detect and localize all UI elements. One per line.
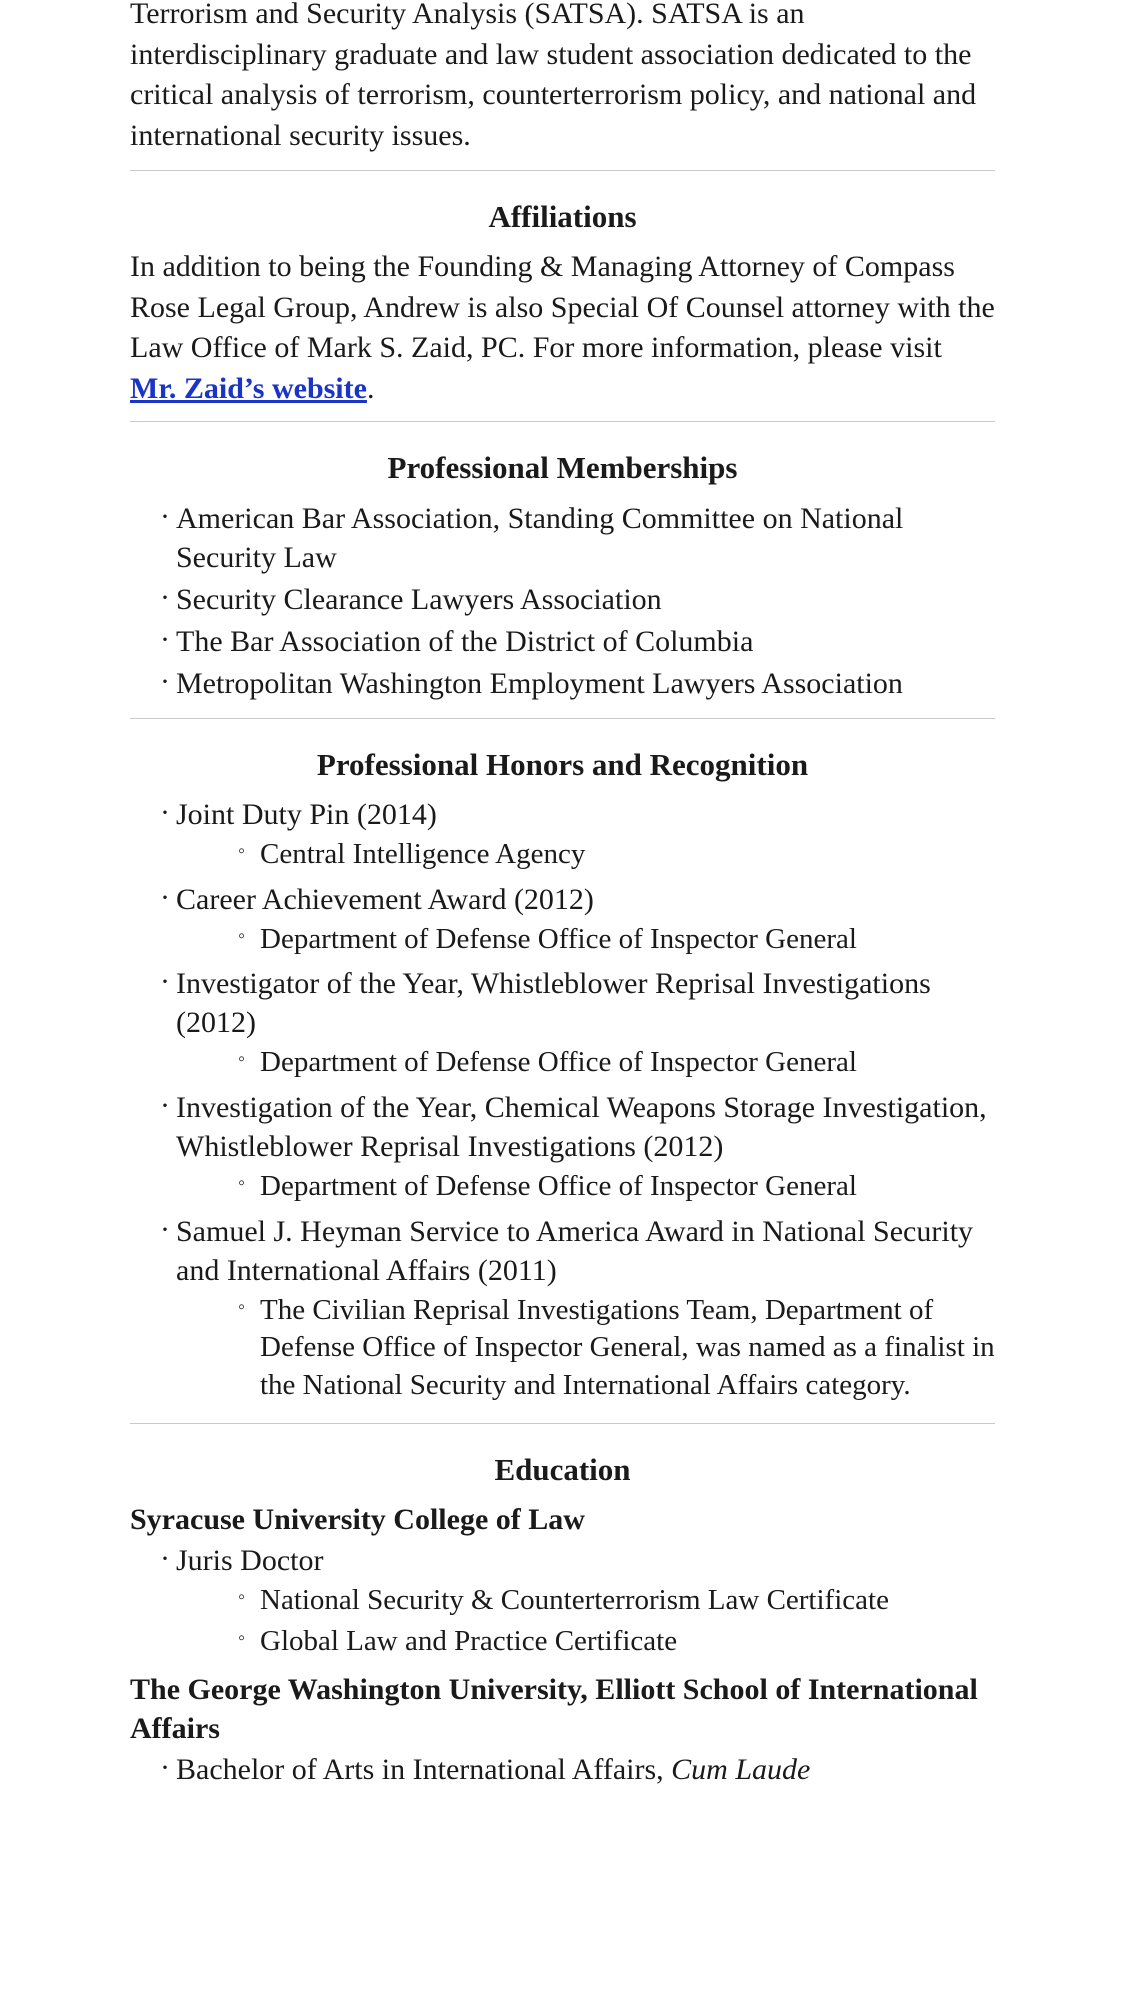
affiliations-body xyxy=(130,247,995,409)
list-item: ◦ Central Intelligence Agency xyxy=(238,836,995,877)
list-item xyxy=(160,964,995,1088)
education-entry xyxy=(130,1670,995,1792)
honors-list xyxy=(130,795,995,1411)
intro-paragraph: Terrorism and Security Analysis (SATSA). SATSA is an interdisciplinary graduate and law student association dedicated to the critical analysis of terrorism, counterterrorism policy, and national and international security issues. xyxy=(130,0,977,152)
honors-section xyxy=(130,719,995,1411)
honors-title: Professional Honors and Recognition xyxy=(316,746,809,782)
school-name: The George Washington University, Elliott School of International Affairs xyxy=(130,1673,978,1746)
honor-sublist xyxy=(176,1168,995,1209)
list-item xyxy=(160,1212,995,1411)
list-item: ◦ Department of Defense Office of Inspector General xyxy=(238,1044,995,1085)
affiliations-section xyxy=(130,171,995,409)
affiliations-title: Affiliations xyxy=(488,199,637,234)
list-item: ◦ Department of Defense Office of Inspector General xyxy=(238,1168,995,1209)
zaid-website-link[interactable]: Mr. Zaid’s website xyxy=(130,371,367,405)
list-item: ◦ Global Law and Practice Certificate xyxy=(238,1623,995,1664)
education-entry xyxy=(130,1500,995,1666)
honor-sublist xyxy=(176,836,995,877)
honor-sublist xyxy=(176,1292,995,1408)
affiliations-text-after: . xyxy=(366,371,375,405)
list-item: ◦ National Security & Counterterrorism Law Certificate xyxy=(238,1582,995,1623)
honor-label: Samuel J. Heyman Service to America Award in National Security and International Affairs (2011) xyxy=(176,1214,974,1287)
honor-sublist xyxy=(176,1044,995,1085)
education-title: Education xyxy=(494,1451,631,1487)
list-item: · Security Clearance Lawyers Association xyxy=(160,580,995,622)
memberships-title: Professional Memberships xyxy=(387,450,738,486)
list-item: · American Bar Association, Standing Committee on National Security Law xyxy=(160,499,995,580)
degree-list xyxy=(130,1541,995,1666)
list-item xyxy=(160,795,995,880)
list-item: · Metropolitan Washington Employment Lawyers Association xyxy=(160,664,995,706)
list-item xyxy=(160,1088,995,1212)
list-item: ◦ Department of Defense Office of Inspector General xyxy=(238,921,995,962)
memberships-list xyxy=(130,499,995,706)
honor-sublist xyxy=(176,921,995,962)
list-item xyxy=(160,1541,995,1666)
list-item: · The Bar Association of the District of Columbia xyxy=(160,622,995,664)
degree-label: Bachelor of Arts in International Affairs, xyxy=(176,1753,672,1787)
memberships-section xyxy=(130,422,995,705)
list-item: ◦ The Civilian Reprisal Investigations Team, Department of Defense Office of Inspector General, was named as a finalist in the National Security and International Affairs category. xyxy=(238,1292,995,1408)
list-item xyxy=(160,1750,995,1792)
honor-label: Investigator of the Year, Whistleblower Reprisal Investigations (2012) xyxy=(176,967,931,1040)
education-section xyxy=(130,1424,995,1793)
degree-label: Juris Doctor xyxy=(176,1544,324,1577)
honor-label: Joint Duty Pin (2014) xyxy=(176,797,437,831)
certificate-list xyxy=(176,1582,995,1663)
honor-label: Investigation of the Year, Chemical Weapons Storage Investigation, Whistleblower Reprisal Investigations (2012) xyxy=(176,1090,987,1163)
affiliations-text-before: In addition to being the Founding & Managing Attorney of Compass Rose Legal Group, Andrew is also Special Of Counsel attorney with the Law Office of Mark S. Zaid, PC. For more information, please visit xyxy=(130,250,995,365)
degree-list xyxy=(130,1750,995,1792)
honor-label: Career Achievement Award (2012) xyxy=(176,882,594,916)
school-name: Syracuse University College of Law xyxy=(130,1503,585,1536)
degree-honors: Cum Laude xyxy=(671,1753,811,1787)
list-item xyxy=(160,880,995,965)
